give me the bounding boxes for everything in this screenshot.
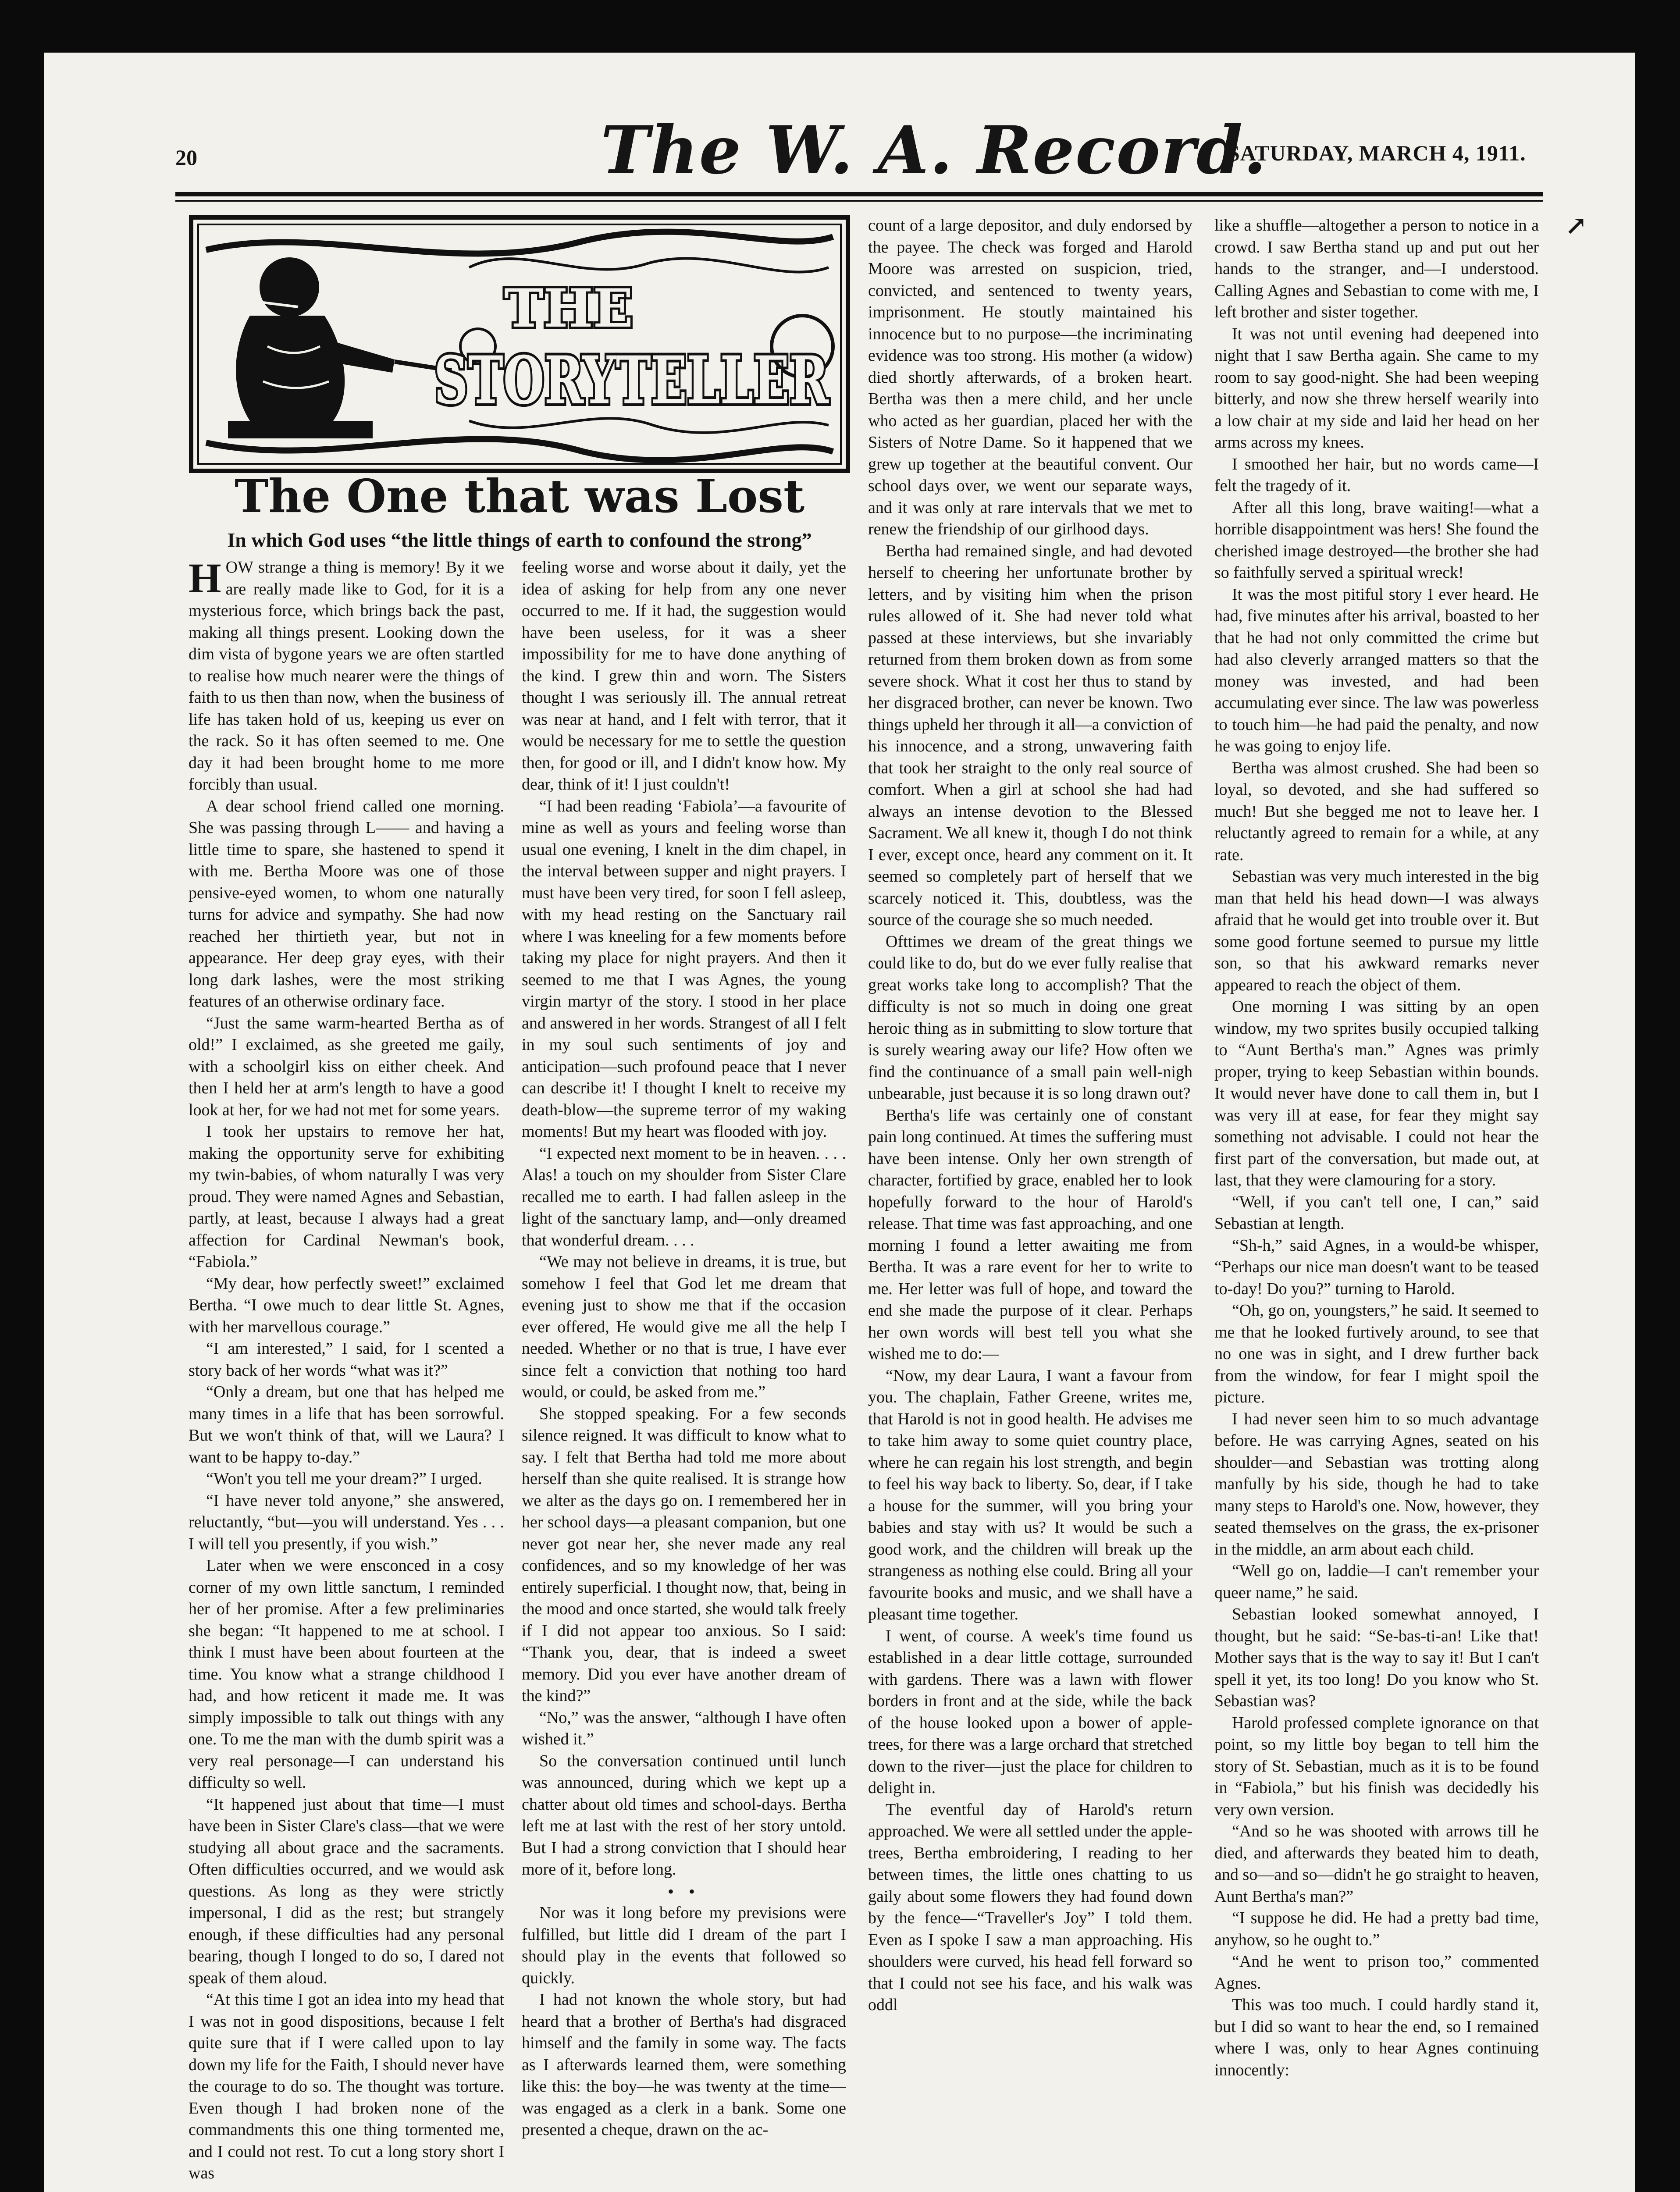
paragraph: “Only a dream, but one that has helped me many times in a life that has been sorrowful. But we won't think of that, will we Laura? I want to be happy to-day.”: [189, 1383, 504, 1466]
text-column-1: [189, 557, 504, 2192]
paragraph: I had never seen him to so much advantage before. He was carrying Agnes, seated on his shoulder—and Sebastian was trotting along manfully by his side, though he had to take many steps to Harold's one. Now, however, they seated themselves on the grass, the ex-prisoner in the middle, an arm about each child.: [1214, 1409, 1539, 1559]
paragraph: “I had been reading ‘Fabiola’—a favourite of mine as well as yours and feeling worse than usual one evening, I knelt in the dim chapel, in the interval between supper and night prayers. I must have been very tired, for soon I fell asleep, with my head resting on the Sanctuary rail where I was kneeling for a few moments before taking my place for night prayers. And then it seemed to me that I was Agnes, the young virgin martyr of the story. I stood in her place and answered in her words. Strangest of all I felt in my soul such sentiments of joy and anticipation—such profound peace that I never can describe it! I thought I knelt to receive my death-blow—the supreme terror of my waking moments! But my heart was flooded with joy.: [522, 797, 846, 1141]
paragraph-text: OW strange a thing is memory! By it we are really made like to God, for it is a mysterious force, which brings back the past, making all things present. Looking down the dim vista of bygone years we are often startled to realise how much nearer were the things of faith to us then than now, when the business of life has taken hold of us, keeping us ever on the rack. So it has often seemed to me. One day it had been brought home to me more forcibly than usual.: [189, 558, 504, 794]
paragraph: like a shuffle—altogether a person to notice in a crowd. I saw Bertha stand up and put out her hands to the stranger, and—I understood. Calling Agnes and Sebastian to come with me, I left brother and sister together.: [1214, 216, 1539, 321]
margin-mark: ↗: [1565, 210, 1587, 241]
paragraph: “My dear, how perfectly sweet!” exclaimed Bertha. “I owe much to dear little St. Agnes, with her marvellous courage.”: [189, 1274, 504, 1336]
paragraph: “No,” was the answer, “although I have often wished it.”: [522, 1708, 846, 1748]
paragraph: “Now, my dear Laura, I want a favour from you. The chaplain, Father Greene, writes me, that Harold is not in good health. He advises me to take him away to some quiet country place, where he can regain his lost strength, and begin to feel his way back to liberty. So, dear, if I take a house for the summer, will you bring your babies and stay with us? It would be such a good work, and the children will break up the strangeness as nothing else could. Bring all your favourite books and music, and we shall have a pleasant time together.: [868, 1366, 1192, 1623]
paragraph: Harold professed complete ignorance on that point, so my little boy began to tell him the story of St. Sebastian, much as it is to be found in “Fabiola,” but his finish was decidedly his very own version.: [1214, 1713, 1539, 1819]
paragraph: One morning I was sitting by an open window, my two sprites busily occupied talking to “Aunt Bertha's man.” Agnes was primly proper, trying to keep Sebastian within bounds. It would never have done to call them in, but I was very ill at ease, for fear they might say something not advisable. I could not hear the first part of the conversation, but made out, at last, that they were clamouring for a story.: [1214, 997, 1539, 1189]
dateline: SATURDAY, MARCH 4, 1911.: [1228, 141, 1526, 165]
paragraph: It was not until evening had deepened into night that I saw Bertha again. She came to my room to say good-night. She had been weeping bitterly, and now she threw herself wearily into a low chair at my side and laid her head on her arms across my knees.: [1214, 324, 1539, 452]
paragraph: Bertha had remained single, and had devoted herself to cheering her unfortunate brother by letters, and by visiting him when the prison rules allowed of it. She had never told what passed at these interviews, but she invariably returned from them broken down as from some severe shock. What it cost her thus to stand by her disgraced brother, can never be known. Two things upheld her through it all—a conviction of his innocence, and a strong, unwavering faith that took her straight to the only real source of comfort. When a girl at school she had had always an intense devotion to the Blessed Sacrament. We all knew it, though I do not think I ever, except once, heard any comment on it. It seemed so completely part of herself that we scarcely noticed it. This, doubtless, was the source of the courage she so much needed.: [868, 541, 1192, 929]
paragraph: “Sh-h,” said Agnes, in a would-be whisper, “Perhaps our nice man doesn't want to be teased to-day! Do you?” turning to Harold.: [1214, 1236, 1539, 1298]
text-column-2: [522, 557, 846, 2192]
newspaper-page: [44, 53, 1635, 2192]
page-number: 20: [175, 145, 197, 170]
storyteller-banner: [189, 215, 851, 473]
paragraph: Ofttimes we dream of the great things we could like to do, but do we ever fully realise that great works take long to accomplish? That the difficulty is not so much in doing one great heroic thing as in submitting to slow torture that is surely wearing away our life? How often we find the continuance of a small pain well-nigh unbearable, just because it is so long drawn out?: [868, 932, 1192, 1103]
text-column-4: [1214, 215, 1539, 2192]
paragraph: Sebastian looked somewhat annoyed, I thought, but he said: “Se-bas-ti-an! Like that! Mother says that is the way to say it! But I can't spell it yet, its too long! Do you know who St. Sebastian was?: [1214, 1605, 1539, 1710]
banner-word-the: THE: [504, 278, 634, 339]
article-subhead: In which God uses “the little things of earth to confound the strong”: [227, 529, 812, 551]
paragraph: A dear school friend called one morning. She was passing through L—— and having a little time to spare, she hastened to spend it with me. Bertha Moore was one of those pensive-eyed women, to whom one naturally turns for advice and sympathy. She had now reached her thirtieth year, but not in appearance. Her deep gray eyes, with their long dark lashes, were the most striking features of an otherwise ordinary face.: [189, 797, 504, 1011]
masthead-title: The W. A. Record.: [601, 112, 1267, 189]
drop-cap: H: [189, 557, 221, 601]
paragraph: Bertha's life was certainly one of constant pain long continued. At times the suffering must have been intense. Only her own strength of character, fortified by grace, enabled her to look hopefully forward to the hour of Harold's release. That time was fast approaching, and one morning I found a letter awaiting me from Bertha. It was a rare event for her to write to me. Her letter was full of hope, and toward the end she made the purpose of it clear. Perhaps her own words will best tell you what she wished me to do:—: [868, 1106, 1192, 1363]
paragraph: Later when we were ensconced in a cosy corner of my own little sanctum, I reminded her of her promise. After a few preliminaries she began: “It happened to me at school. I think I must have been about fourteen at the time. You know what a strange childhood I had, and how reticent it made me. It was simply impossible to talk out things with any one. To me the man with the dumb spirit was a very real personage—I can understand his difficulty so well.: [189, 1556, 504, 1792]
paragraph: “I suppose he did. He had a pretty bad time, anyhow, so he ought to.”: [1214, 1909, 1539, 1949]
paragraph: count of a large depositor, and duly endorsed by the payee. The check was forged and Harold Moore was arrested on suspicion, tried, convicted, and sentenced to twenty years, imprisonment. He stoutly maintained his innocence but to no purpose—the incriminating evidence was too strong. His mother (a widow) died shortly afterwards, of a broken heart. Bertha was then a mere child, and her uncle who acted as her guardian, placed her with the Sisters of Notre Dame. So it happened that we grew up together at the beautiful convent. Our school days over, we went our separate ways, and it was only at rare intervals that we met to renew the friendship of our girlhood days.: [868, 216, 1192, 538]
masthead-rule-thick: [175, 192, 1543, 196]
paragraph: “We may not believe in dreams, it is true, but somehow I feel that God let me dream that evening just to show me that if the occasion ever offered, He would give me all the help I needed. Whether or no that is true, I have ever since felt a conviction that nothing too hard would, or could, be asked from me.”: [522, 1253, 846, 1401]
paragraph: “Just the same warm-hearted Bertha as of old!” I exclaimed, as she greeted me gaily, with a schoolgirl kiss on either cheek. And then I held her at arm's length to have a good look at her, for we had not met for some years.: [189, 1014, 504, 1119]
paragraph: “Well, if you can't tell one, I can,” said Sebastian at length.: [1214, 1192, 1539, 1233]
paragraph: “And so he was shooted with arrows till he died, and afterwards they beated him to death, and so—and so—didn't he go straight to heaven, Aunt Bertha's man?”: [1214, 1822, 1539, 1906]
paragraph: [189, 557, 504, 796]
banner-word-storyteller: STORYTELLER: [434, 342, 829, 419]
paragraph: I took her upstairs to remove her hat, making the opportunity serve for exhibiting my twin-babies, of whom naturally I was very proud. They were named Agnes and Sebastian, partly, at least, because I always had a great affection for Cardinal Newman's book, “Fabiola.”: [189, 1122, 504, 1271]
paragraph: Bertha was almost crushed. She had been so loyal, so devoted, and she had suffered so much! But she begged me not to leave her. I reluctantly agreed to remain for a while, at any rate.: [1214, 758, 1539, 864]
paragraph: So the conversation continued until lunch was announced, during which we kept up a chatter about old times and school-days. Bertha left me at last with the rest of her story untold. But I had a strong conviction that I should hear more of it, before long.: [522, 1751, 846, 1879]
paragraph: The eventful day of Harold's return approached. We were all settled under the apple-trees, Bertha embroidering, I reading to her between times, the little ones chatting to us gaily about some flowers they had found down by the fence—“Traveller's Joy” I told them. Even as I spoke I saw a man approaching. His shoulders were curved, his head fell forward so that I could not see his face, and his walk was oddl: [868, 1800, 1192, 2014]
paragraph: Sebastian was very much interested in the big man that held his head down—I was always afraid that he would get into trouble over it. But some good fortune seemed to pursue my little son, so that his awkward remarks never appeared to reach the object of them.: [1214, 867, 1539, 994]
article-headline: The One that was Lost: [235, 469, 804, 523]
text-column-3: [868, 215, 1192, 2192]
paragraph: Nor was it long before my previsions were fulfilled, but little did I dream of the part I should play in the events that followed so quickly.: [522, 1904, 846, 1987]
paragraph: “Oh, go on, youngsters,” he said. It seemed to me that he looked furtively around, to see that no one was in sight, and I drew further back from the window, for fear I might spoil the picture.: [1214, 1301, 1539, 1406]
paragraph: “I have never told anyone,” she answered, reluctantly, “but—you will understand. Yes . . . I will tell you presently, if you wish.”: [189, 1491, 504, 1553]
paragraph: I smoothed her hair, but no words came—I felt the tragedy of it.: [1214, 455, 1539, 495]
masthead-rule-thin: [175, 200, 1543, 202]
paragraph: “And he went to prison too,” commented Agnes.: [1214, 1952, 1539, 1993]
paragraph: It was the most pitiful story I ever heard. He had, five minutes after his arrival, boasted to her that he had not only committed the crime but had also cleverly arranged matters so that the money was invested, and had been accumulating ever since. The law was powerless to touch him—he had paid the penalty, and now he was going to enjoy life.: [1214, 585, 1539, 755]
paragraph: “It happened just about that time—I must have been in Sister Clare's class—that we were studying all about grace and the sacraments. Often difficulties occurred, and we would ask questions. As long as they were strictly impersonal, I did as the rest; but strangely enough, if these difficulties had any personal bearing, though I longed to do so, I dared not speak of them aloud.: [189, 1795, 504, 1987]
paragraph: “I expected next moment to be in heaven. . . . Alas! a touch on my shoulder from Sister Clare recalled me to earth. I had fallen asleep in the light of the sanctuary lamp, and—only dreamed that wonderful dream. . . .: [522, 1144, 846, 1249]
paragraph: feeling worse and worse about it daily, yet the idea of asking for help from any one never occurred to me. If it had, the suggestion would have been useless, for it was a sheer impossibility for me to have done anything of the kind. I grew thin and worn. The Sisters thought I was seriously ill. The annual retreat was near at hand, and I felt with terror, that it would be necessary for me to settle the question then, for good or ill, and I didn't know how. My dear, think of it! I just couldn't!: [522, 558, 846, 794]
section-separator: • •: [667, 1881, 700, 1901]
paragraph: She stopped speaking. For a few seconds silence reigned. It was difficult to know what to say. I felt that Bertha had told me more about herself than she quite realised. It is strange how we alter as the days go on. I remembered her in her school days—a pleasant companion, but one never got near her, she never made any real confidences, and so my knowledge of her was entirely superficial. I thought now, that, being in the mood and once started, she would talk freely if I did not appear too anxious. So I said: “Thank you, dear, that is indeed a sweet memory. Did you ever have another dream of the kind?”: [522, 1404, 846, 1705]
paragraph: This was too much. I could hardly stand it, but I did so want to hear the end, so I remained where I was, only to hear Agnes continuing innocently:: [1214, 1996, 1539, 2079]
paragraph: After all this long, brave waiting!—what a horrible disappointment was hers! She found the cherished image destroyed—the brother she had so faithfully served a spiritual wreck!: [1214, 498, 1539, 582]
paragraph: “Won't you tell me your dream?” I urged.: [206, 1470, 482, 1488]
paragraph: “At this time I got an idea into my head that I was not in good dispositions, because I felt quite sure that if I were called upon to lay down my life for the Faith, I should never have the courage to do so. The thought was torture. Even though I had broken none of the commandments this one thing tormented me, and I could not rest. To cut a long story short I was: [189, 1990, 504, 2182]
paragraph: I went, of course. A week's time found us established in a dear little cottage, surrounded with gardens. There was a lawn with flower borders in front and at the side, while the back of the house looked upon a bower of apple-trees, for there was a large orchard that stretched down to the river—just the place for children to delight in.: [868, 1626, 1192, 1797]
paragraph: I had not known the whole story, but had heard that a brother of Bertha's had disgraced himself and the family in some way. The facts as I afterwards learned them, were something like this: the boy—he was twenty at the time—was engaged as a clerk in a bank. Some one presented a cheque, drawn on the ac-: [522, 1990, 846, 2139]
paragraph: “I am interested,” I said, for I scented a story back of her words “what was it?”: [189, 1339, 504, 1380]
paragraph: “Well go on, laddie—I can't remember your queer name,” he said.: [1214, 1562, 1539, 1602]
